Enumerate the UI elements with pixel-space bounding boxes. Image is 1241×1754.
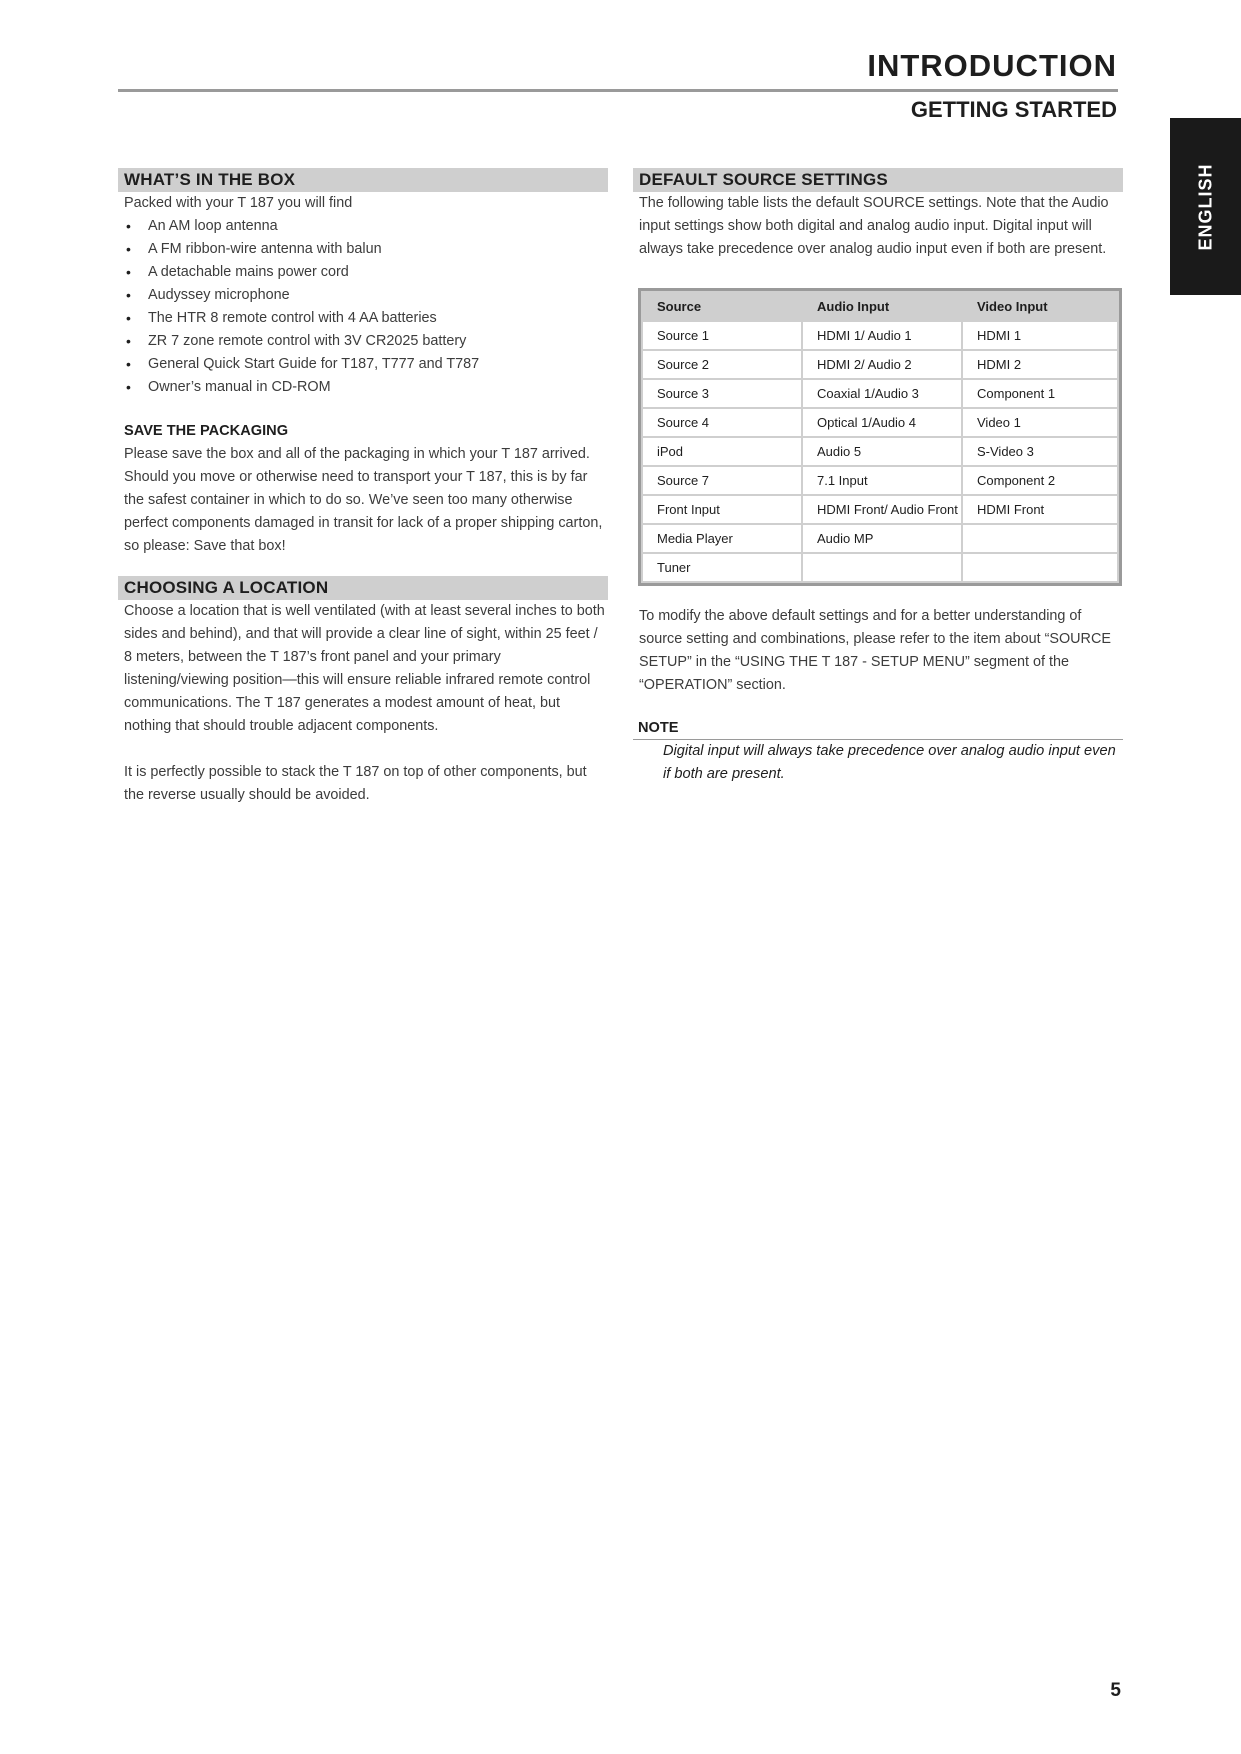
table-row [642,379,1118,408]
table-cell: Coaxial 1/Audio 3 [802,379,962,408]
table-cell [962,524,1118,553]
bullet-icon: • [126,310,131,326]
table-row [642,495,1118,524]
table-cell: Source 4 [642,408,802,437]
bullet-icon: • [126,379,131,395]
table-row [642,350,1118,379]
table-row [642,321,1118,350]
table-cell: Source 2 [642,350,802,379]
save-packaging-text: Please save the box and all of the packaging in which your T 187 arrived. Should you move or otherwise need to transport your T 187, this is by far the safest container in which to do so. We’ve seen too many otherwise perfect components damaged in transit for lack of a proper shipping carton, so please: Save that box! [124,446,603,554]
source-settings-table [638,288,1122,586]
table-row [642,553,1118,582]
table-cell: Tuner [642,553,802,582]
table-cell: Source 1 [642,321,802,350]
table-cell: HDMI Front/ Audio Front [802,495,962,524]
table-row [642,437,1118,466]
table-header-row [642,292,1118,321]
modify-settings-text: To modify the above default settings and for a better understanding of source setting and combinations, please refer to the item about “SOURCE SETUP” in the “USING THE T 187 - SETUP MENU” segment of the “OPERATION” section. [639,608,1111,693]
table-cell: 7.1 Input [802,466,962,495]
list-item: • A detachable mains power cord [124,261,608,284]
table-cell: Video 1 [962,408,1118,437]
list-item: • Owner’s manual in CD-ROM [124,376,608,399]
box-contents-list [118,215,608,399]
bullet-icon: • [126,241,131,257]
box-intro: Packed with your T 187 you will find [124,195,353,211]
column-header: Video Input [962,292,1118,321]
table-cell: Audio 5 [802,437,962,466]
default-source-settings-heading: DEFAULT SOURCE SETTINGS [633,168,1123,192]
table-row [642,408,1118,437]
table-cell: Component 2 [962,466,1118,495]
page-subtitle: GETTING STARTED [910,97,1117,122]
language-tab [1170,118,1241,295]
table-cell [962,553,1118,582]
table-row [642,466,1118,495]
bullet-icon: • [126,356,131,372]
page-number: 5 [1110,1680,1121,1701]
note-heading: NOTE [633,717,1123,740]
table-cell: Audio MP [802,524,962,553]
page-section-title: INTRODUCTION [867,48,1117,83]
header-rule [118,89,1118,92]
table-cell [802,553,962,582]
table-cell: Optical 1/Audio 4 [802,408,962,437]
save-packaging-heading: SAVE THE PACKAGING [124,423,289,439]
table-cell: Component 1 [962,379,1118,408]
column-header: Source [642,292,802,321]
default-source-intro: The following table lists the default SOURCE settings. Note that the Audio input settings show both digital and analog audio input. Digital input will always take precedence over analog audio input even if both are present. [639,195,1109,257]
note-text: Digital input will always take precedence over analog audio input even if both are present. [663,743,1116,782]
list-item: • An AM loop antenna [124,215,608,238]
right-column [633,168,1123,786]
list-item: • The HTR 8 remote control with 4 AA batteries [124,307,608,330]
bullet-icon: • [126,287,131,303]
list-item: • Audyssey microphone [124,284,608,307]
list-item: • A FM ribbon-wire antenna with balun [124,238,608,261]
table-cell: Source 3 [642,379,802,408]
table-cell: iPod [642,437,802,466]
table-cell: Front Input [642,495,802,524]
table-cell: HDMI Front [962,495,1118,524]
choosing-location-heading: CHOOSING A LOCATION [118,576,608,600]
column-header: Audio Input [802,292,962,321]
left-column [118,168,608,807]
table-cell: S-Video 3 [962,437,1118,466]
location-paragraph-2: It is perfectly possible to stack the T 187 on top of other components, but the reverse usually should be avoided. [124,764,587,803]
list-item: • ZR 7 zone remote control with 3V CR2025 battery [124,330,608,353]
table-cell: HDMI 2/ Audio 2 [802,350,962,379]
table-cell: HDMI 2 [962,350,1118,379]
language-tab-label: ENGLISH [1195,162,1215,251]
bullet-icon: • [126,218,131,234]
table-cell: Media Player [642,524,802,553]
bullet-icon: • [126,264,131,280]
table-cell: HDMI 1/ Audio 1 [802,321,962,350]
list-item: • General Quick Start Guide for T187, T777 and T787 [124,353,608,376]
location-paragraph-1: Choose a location that is well ventilated (with at least several inches to both sides and behind), and that will provide a clear line of sight, within 25 feet / 8 meters, between the T 187’s front panel and your primary listening/viewing position—this will ensure reliable infrared remote control communications. The T 187 generates a modest amount of heat, but nothing that should trouble adjacent components. [124,603,605,734]
table-row [642,524,1118,553]
bullet-icon: • [126,333,131,349]
table-cell: HDMI 1 [962,321,1118,350]
whats-in-the-box-heading: WHAT’S IN THE BOX [118,168,608,192]
table-cell: Source 7 [642,466,802,495]
